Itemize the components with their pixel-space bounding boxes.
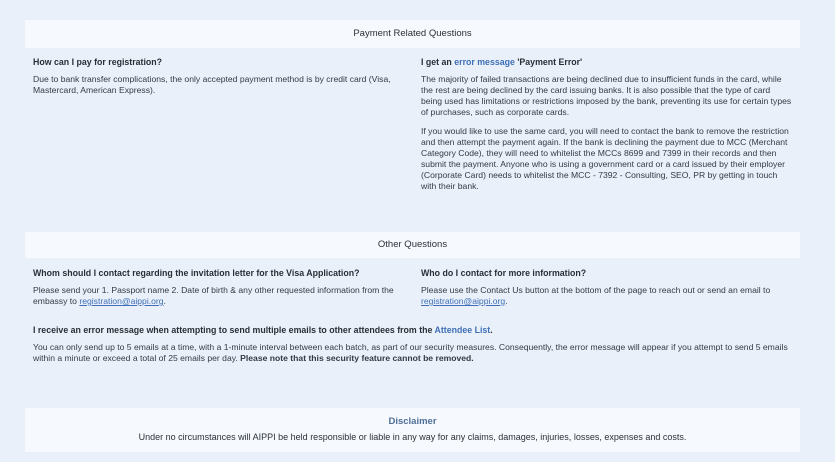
answer-end: . xyxy=(163,296,166,306)
answer-body: Please send your 1. Passport name 2. Date of birth & any other requested information from the embassy to xyxy=(33,285,394,306)
question-heading: Who do I contact for more information? xyxy=(421,268,587,278)
attendee-list-link[interactable]: Attendee List xyxy=(434,325,491,335)
disclaimer-text: Under no circumstances will AIPPI be held responsible or liable in any way for any claims, damages, injuries, losses, expenses and costs. xyxy=(138,432,687,442)
error-message-link[interactable]: error message xyxy=(454,57,515,67)
question-heading: Whom should I contact regarding the invitation letter for the Visa Application? xyxy=(33,268,360,278)
answer-text xyxy=(421,285,793,307)
faq-payment-method xyxy=(33,57,408,104)
registration-email-link[interactable]: registration@aippi.org xyxy=(79,296,164,306)
answer-end: . xyxy=(505,296,508,306)
answer-text xyxy=(33,285,408,307)
answer-text: Due to bank transfer complications, the only accepted payment method is by credit card (Visa, Mastercard, American Express). xyxy=(33,74,391,95)
answer-body: You can only send up to 5 emails at a time, with a 1-minute interval between each batch, as part of our security measures. Consequently, the error message will appear if you attempt to send 5 emails within a minute or exceed a total of 25 emails per day. xyxy=(33,342,788,363)
question-heading xyxy=(421,57,793,68)
other-section-header: Other Questions xyxy=(25,232,800,258)
question-prefix: I receive an error message when attempting to send multiple emails to other attendees from the xyxy=(33,325,435,335)
answer-paragraph-2: If you would like to use the same card, you will need to contact the bank to remove the restriction and then attempt the payment again. If the bank is declining the payment due to MCC (Merchant Category Code), they will need to whitelist the MCCs 8699 and 7399 in their records and then submit the payment. Anyone who is using a government card or a card issued by their employer (Corporate Card) needs to whitelist the MCC - 7392 - Consulting, SEO, PR by getting in touch with their bank. xyxy=(421,126,789,191)
question-heading xyxy=(33,325,793,336)
question-heading: How can I pay for registration? xyxy=(33,57,163,67)
faq-more-information xyxy=(421,268,793,315)
question-suffix: . xyxy=(490,325,493,335)
disclaimer-title: Disclaimer xyxy=(388,416,437,427)
question-suffix: 'Payment Error' xyxy=(514,57,583,67)
answer-text xyxy=(33,342,793,364)
answer-paragraph-1: The majority of failed transactions are being declined due to insufficient funds in the card, while the rest are being declined by the card issuing banks. It is also possible that the type of card being used has limitations or restrictions imposed by the bank, preventing its use for certain types of purchases, such as corporate cards. xyxy=(421,74,792,117)
disclaimer-section xyxy=(25,408,800,452)
question-prefix: I get an xyxy=(421,57,455,67)
security-note: Please note that this security feature cannot be removed. xyxy=(240,353,474,363)
registration-email-link[interactable]: registration@aippi.org xyxy=(421,296,506,306)
faq-attendee-emails xyxy=(33,325,793,372)
payment-section-header: Payment Related Questions xyxy=(25,20,800,48)
faq-invitation-letter xyxy=(33,268,408,315)
answer-body: Please use the Contact Us button at the bottom of the page to reach out or send an email to xyxy=(421,285,771,295)
faq-payment-error xyxy=(421,57,793,200)
